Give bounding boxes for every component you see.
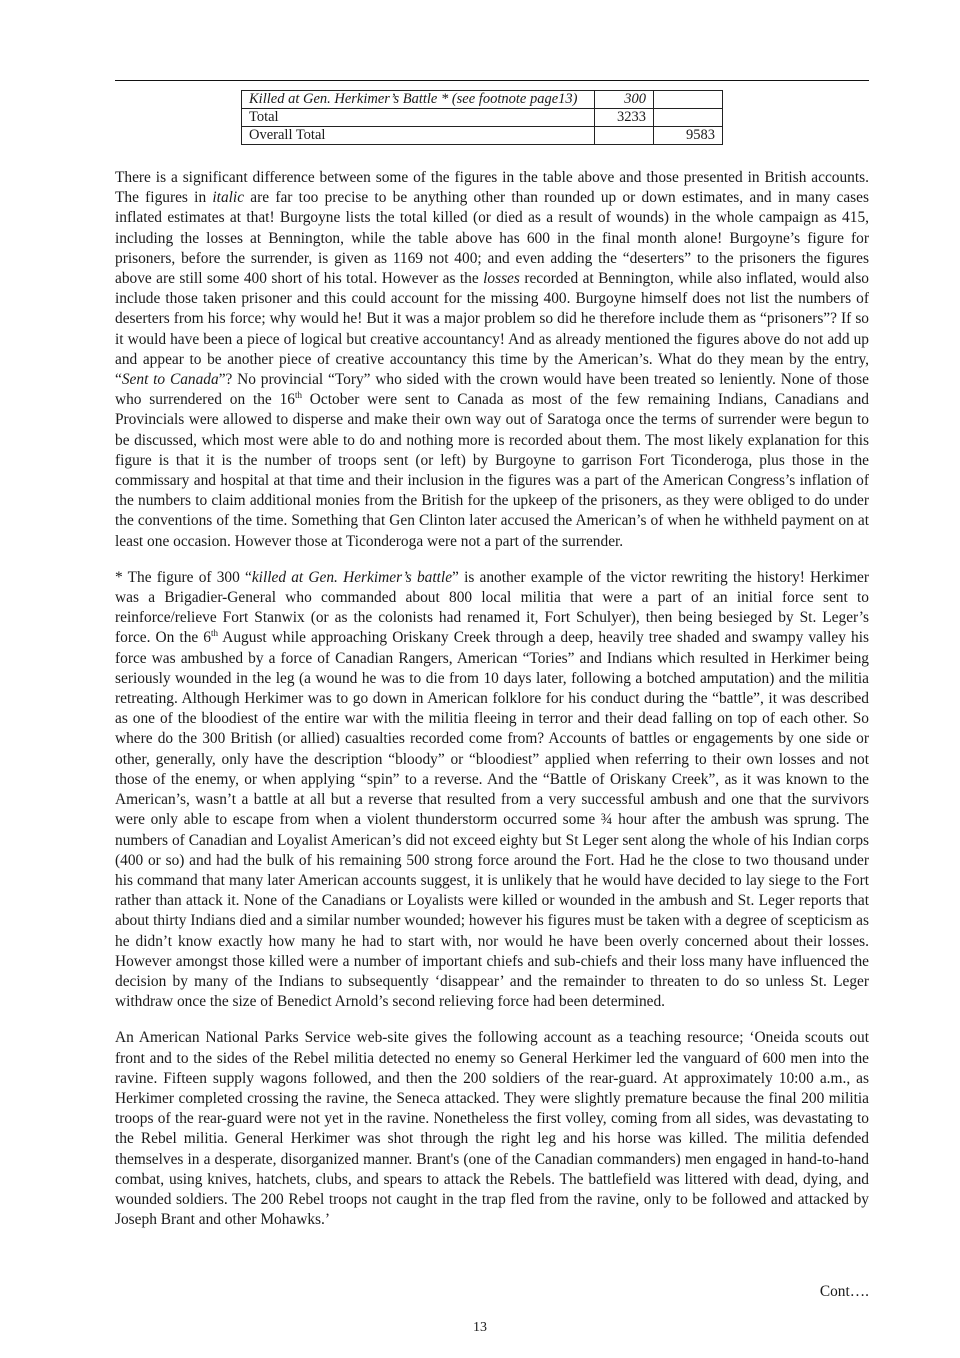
body-text [115,168,869,1230]
table-cell-label: Total [242,109,595,127]
text-run: ”? No provincial “Tory” who sided with the crown would have been treated so leniently. None of those who surrendered on the 16 [115,371,869,409]
table-cell-value [595,127,654,145]
casualty-table [241,90,723,145]
text-run: ” is another example of the victor rewriting the history! Herkimer was a Brigadier-General who commanded about 800 local militia that were a part of an initial force sent to reinforce/relieve Fort Stanwix (or as the colonists had renamed it, Fort Schulyer), then being besieged by St. Leger’s force. On the 6 [115,568,869,647]
paragraph-parks-service: An American National Parks Service web-site gives the following account as a teaching resource; ‘Oneida scouts out front and to the sides of the Rebel militia detected no enemy so General Herkimer led the vanguard of 600 men into the ravine. Fifteen supply wagons followed, and then the 200 soldiers of the rear-guard. At approximately 10:00 a.m., as Herkimer completed crossing the ravine, the Seneca attacked. They were slightly premature because the final 200 militia troops of the rear-guard were not yet in the ravine. Nonetheless the first volley, coming from all sides, was devastating to the Rebel militia. General Herkimer was shot through the right leg and his horse was killed. The militia defended themselves in a desperate, disorganized manner. Brant's (one of the Canadian commanders) men engaged in hand-to-hand combat, using knives, hatchets, clubs, and spears to attack the Rebels. The battlefield was littered with dead, dying, and wounded soldiers. The 200 Rebel troops not caught in the trap fled from the ravine, only to be followed and attacked by Joseph Brant and other Mohawks.’ [115,1029,869,1229]
table-cell-total [654,91,723,109]
paragraph-discrepancy [115,168,869,552]
table-row [242,127,723,145]
continued-marker: Cont…. [819,1283,869,1300]
ordinal-superscript: th [294,390,302,401]
table-row [242,91,723,109]
text-run: August while approaching Oriskany Creek through a deep, heavily tree shaded and swampy valley his force was ambushed by a force of Canadian Rangers, American “Tories” and Indians which resulted in Herkimer being seriously wounded in the leg (a wound he was to die from 10 days later, following a botched amputation) and the militia retreating. Although Herkimer was to go down in American folklore for his conduct during the “battle”, it was described as one of the bloodiest of the entire war with the militia fleeing in terror and their dead falling on top of each other. So where do the 300 British (or allied) casualties recorded come from? Accounts of battles or engagements by one side or other, generally, only have the description “bloody” or “bloodiest” applied when referring to their own losses and not those of the enemy, or when applying “spin” to a reverse. And the “Battle of Oriskany Creek”, as it was known to the American’s, wasn’t a battle at all but a reverse that resulted from a very successful ambush and one that the survivors were only able to escape from when a violent thunderstorm occurred some ¾ hour after the ambush was sprung. The numbers of Canadian and Loyalist American’s did not exceed eighty but St Leger sent along the whole of his Indian corps (400 or so) and had the bulk of his remaining 500 strong force around the Fort. Had he the close to two thousand under his command that many later American accounts suggest, it is unlikely that he would have decided to lay siege to the Fort rather than attack it. None of the Canadians or Loyalists were killed or wounded in the ambush and St. Leger reports that about thirty Indians died and a similar number wounded; however his figures must be taken with a degree of scepticism as he didn’t know exactly how many he had to start with, nor would he have been overly concerned about their losses. However amongst those killed were a number of important chiefs and sub-chiefs and their loss many have influenced the decision by many of the Indians to subsequently ‘disappear’ and the remainder to threaten to do so unless St. Leger withdraw once the size of Benedict Arnold’s second relieving force had been determined. [115,629,869,1011]
text-run: recorded at Bennington, while also inflated, would also include those taken prisoner and this could account for the missing 400. Burgoyne himself does not list the numbers of deserters from his force; why would he! But it was a major problem so did he therefore include them as “prisoners”? If so it would have been a piece of logical but creative accountancy! And as already mentioned the figures above do not add up and appear to be another piece of creative accountancy this time by the American’s. What do they mean by the entry, “ [115,270,870,389]
italic-run: killed at Gen. Herkimer’s battle [251,568,453,586]
ordinal-superscript: th [211,628,219,639]
top-rule [115,80,869,81]
table-cell-value: 3233 [595,109,654,127]
page-number: 13 [473,1320,487,1335]
table-row [242,109,723,127]
table-cell-label: Overall Total [242,127,595,145]
table-cell-total: 9583 [654,127,723,145]
text-run: October were sent to Canada as most of the few remaining Indians, Canadians and Provincials were allowed to disperse and make their own way out of Saratoga once the terms of surrender were begun to be discussed, which most were able to do and nothing more is recorded about them. The most likely explanation for this figure is that it is the number of troops sent (or left) by Burgoyne to garrison Fort Ticonderoga, plus those in the commissary and hospital at that time and their inclusion in the figures was a part of the American Congress’s inflation of the numbers to claim additional monies from the British for the upkeep of the prisoners, as they were obliged to do under the conventions of the time. Something that Gen Clinton later accused the American’s of when he withheld payment on at least one occasion. However those at Ticonderoga were not a part of the surrender. [115,391,869,550]
italic-run: italic [212,189,245,207]
italic-run: losses [483,270,520,288]
text-run: * The figure of 300 “ [115,568,252,586]
italic-run: Sent to Canada [121,371,219,389]
table-cell-total [654,109,723,127]
table-cell-value: 300 [595,91,654,109]
text-run: are far too precise to be anything other than rounded up or down estimates, and in many cases inflated estimates at that! Burgoyne lists the total killed (or died as a result of wounds) in the whole campaign as 415, including the losses at Bennington, while the table above has 600 in the final month alone! Burgoyne’s figure for prisoners, before the surrender, is given as 1169 not 400; and even adding the “deserters” to the prisoners the figures above are still some 400 short of his total. However as the [115,189,869,288]
paragraph-footnote [115,568,869,1012]
text-run: There is a significant difference between some of the figures in the table above and those presented in British accounts. The figures in [115,169,869,207]
table-cell-label: Killed at Gen. Herkimer’s Battle * (see footnote page13) [242,91,595,109]
